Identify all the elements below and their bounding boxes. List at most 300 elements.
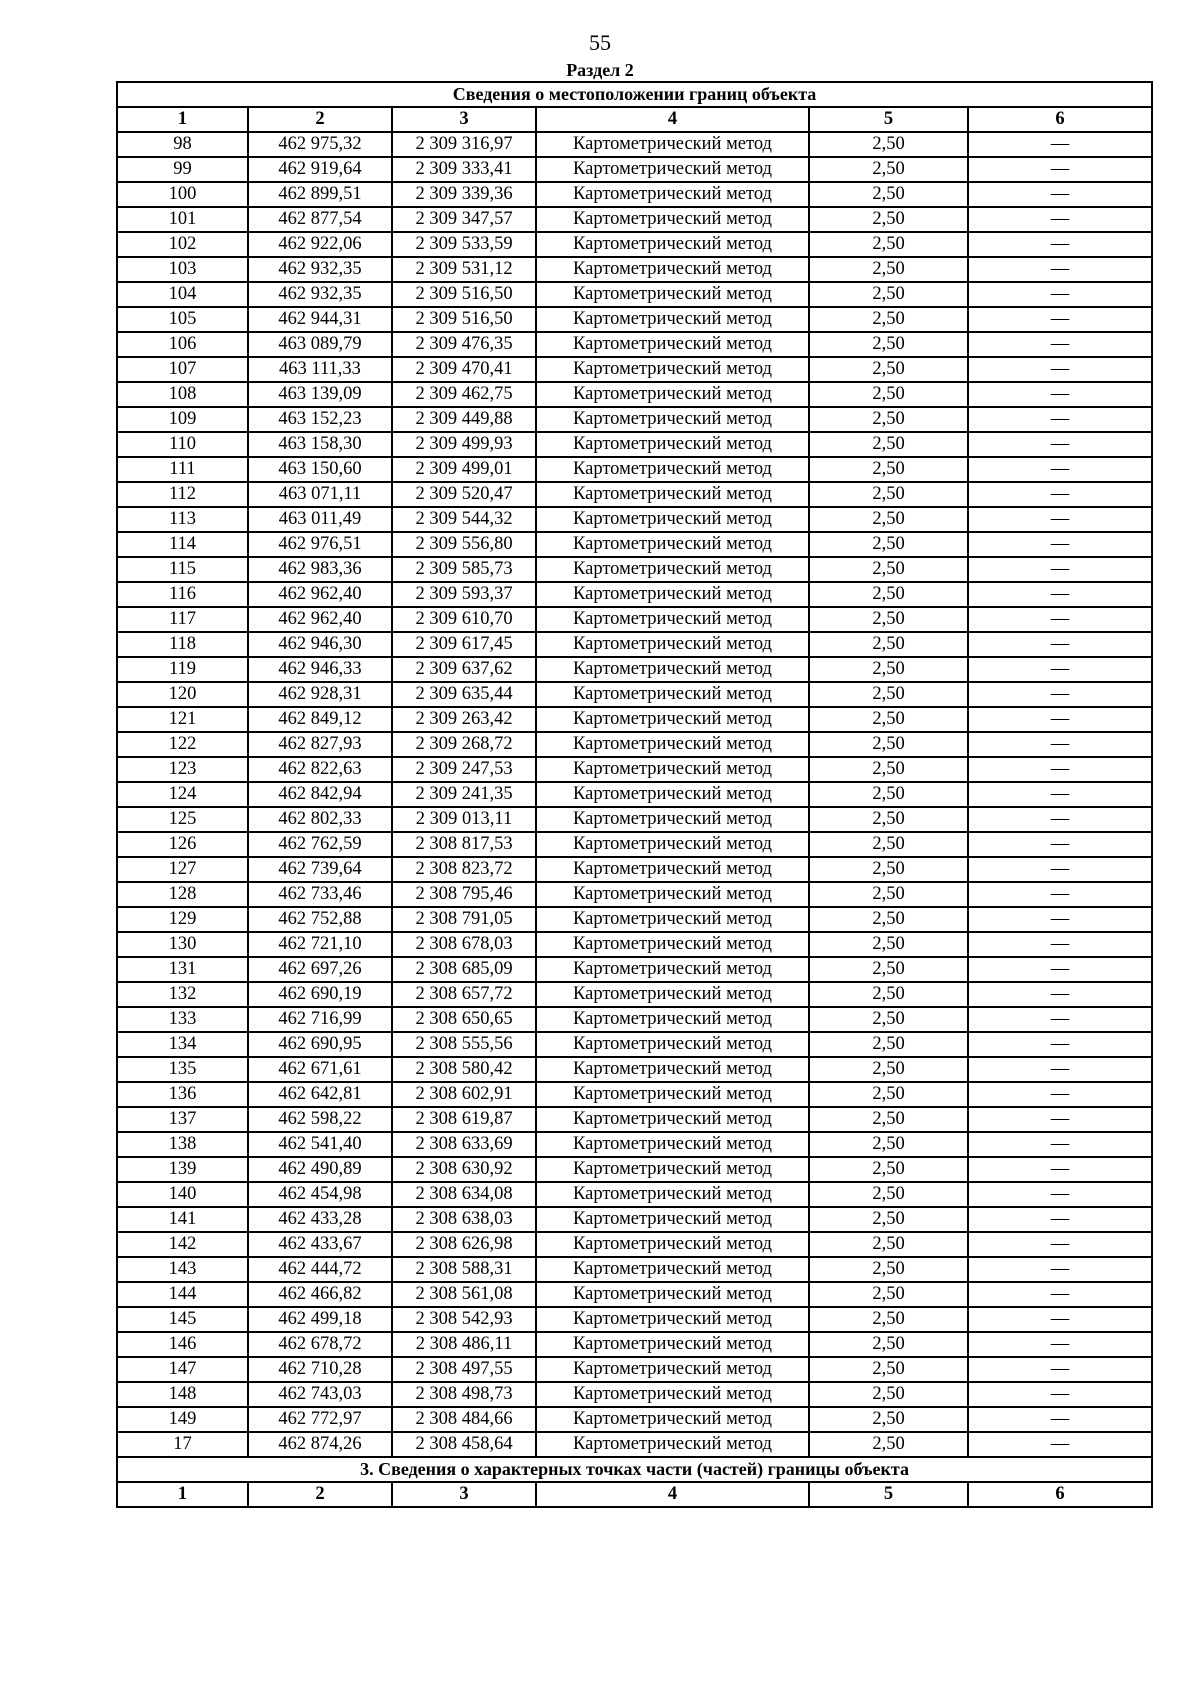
- description-cell: —: [968, 907, 1152, 932]
- method-cell: Картометрический метод: [536, 182, 809, 207]
- x-coordinate-cell: 462 499,18: [248, 1307, 392, 1332]
- method-cell: Картометрический метод: [536, 1032, 809, 1057]
- y-coordinate-cell: 2 309 333,41: [392, 157, 536, 182]
- y-coordinate-cell: 2 309 556,80: [392, 532, 536, 557]
- boundary-coordinates-table: [116, 81, 1153, 1508]
- x-coordinate-cell: 462 733,46: [248, 882, 392, 907]
- y-coordinate-cell: 2 308 619,87: [392, 1107, 536, 1132]
- y-coordinate-cell: 2 309 268,72: [392, 732, 536, 757]
- y-coordinate-cell: 2 308 638,03: [392, 1207, 536, 1232]
- y-coordinate-cell: 2 308 678,03: [392, 932, 536, 957]
- x-coordinate-cell: 463 011,49: [248, 507, 392, 532]
- accuracy-cell: 2,50: [809, 382, 968, 407]
- y-coordinate-cell: 2 308 588,31: [392, 1257, 536, 1282]
- x-coordinate-cell: 462 772,97: [248, 1407, 392, 1432]
- description-cell: —: [968, 932, 1152, 957]
- table-row: [117, 1432, 1152, 1457]
- table-row: [117, 1357, 1152, 1382]
- method-cell: Картометрический метод: [536, 1282, 809, 1307]
- point-number-cell: 132: [117, 982, 248, 1007]
- description-cell: —: [968, 632, 1152, 657]
- x-coordinate-cell: 462 752,88: [248, 907, 392, 932]
- y-coordinate-cell: 2 309 637,62: [392, 657, 536, 682]
- description-cell: —: [968, 682, 1152, 707]
- y-coordinate-cell: 2 308 497,55: [392, 1357, 536, 1382]
- y-coordinate-cell: 2 308 626,98: [392, 1232, 536, 1257]
- table-row: [117, 582, 1152, 607]
- accuracy-cell: 2,50: [809, 1282, 968, 1307]
- accuracy-cell: 2,50: [809, 257, 968, 282]
- y-coordinate-cell: 2 308 542,93: [392, 1307, 536, 1332]
- x-coordinate-cell: 462 598,22: [248, 1107, 392, 1132]
- x-coordinate-cell: 462 490,89: [248, 1157, 392, 1182]
- x-coordinate-cell: 462 962,40: [248, 607, 392, 632]
- accuracy-cell: 2,50: [809, 307, 968, 332]
- description-cell: —: [968, 1107, 1152, 1132]
- x-coordinate-cell: 462 975,32: [248, 132, 392, 157]
- table-row: [117, 557, 1152, 582]
- point-number-cell: 140: [117, 1182, 248, 1207]
- point-number-cell: 115: [117, 557, 248, 582]
- accuracy-cell: 2,50: [809, 607, 968, 632]
- description-cell: —: [968, 1432, 1152, 1457]
- table-row: [117, 332, 1152, 357]
- point-number-cell: 146: [117, 1332, 248, 1357]
- description-cell: —: [968, 282, 1152, 307]
- x-coordinate-cell: 462 962,40: [248, 582, 392, 607]
- method-cell: Картометрический метод: [536, 382, 809, 407]
- description-cell: —: [968, 707, 1152, 732]
- point-number-cell: 129: [117, 907, 248, 932]
- point-number-cell: 108: [117, 382, 248, 407]
- description-cell: —: [968, 307, 1152, 332]
- table-row: [117, 132, 1152, 157]
- method-cell: Картометрический метод: [536, 1057, 809, 1082]
- accuracy-cell: 2,50: [809, 482, 968, 507]
- description-cell: —: [968, 1032, 1152, 1057]
- point-number-cell: 131: [117, 957, 248, 982]
- point-number-cell: 112: [117, 482, 248, 507]
- y-coordinate-cell: 2 309 316,97: [392, 132, 536, 157]
- accuracy-cell: 2,50: [809, 957, 968, 982]
- point-number-cell: 134: [117, 1032, 248, 1057]
- table-row: [117, 157, 1152, 182]
- x-coordinate-cell: 462 697,26: [248, 957, 392, 982]
- point-number-cell: 138: [117, 1132, 248, 1157]
- table-row: [117, 1282, 1152, 1307]
- column-number-cell: 1: [117, 1482, 248, 1507]
- method-cell: Картометрический метод: [536, 1132, 809, 1157]
- point-number-cell: 17: [117, 1432, 248, 1457]
- table-row: [117, 1132, 1152, 1157]
- accuracy-cell: 2,50: [809, 907, 968, 932]
- description-cell: —: [968, 882, 1152, 907]
- x-coordinate-cell: 462 716,99: [248, 1007, 392, 1032]
- description-cell: —: [968, 482, 1152, 507]
- description-cell: —: [968, 857, 1152, 882]
- point-number-cell: 102: [117, 232, 248, 257]
- point-number-cell: 145: [117, 1307, 248, 1332]
- y-coordinate-cell: 2 308 633,69: [392, 1132, 536, 1157]
- table-row: [117, 1157, 1152, 1182]
- x-coordinate-cell: 462 541,40: [248, 1132, 392, 1157]
- point-number-cell: 135: [117, 1057, 248, 1082]
- x-coordinate-cell: 462 932,35: [248, 257, 392, 282]
- table-row: [117, 607, 1152, 632]
- table-row: [117, 182, 1152, 207]
- table-row: [117, 932, 1152, 957]
- description-cell: —: [968, 807, 1152, 832]
- y-coordinate-cell: 2 309 593,37: [392, 582, 536, 607]
- accuracy-cell: 2,50: [809, 157, 968, 182]
- point-number-cell: 127: [117, 857, 248, 882]
- y-coordinate-cell: 2 308 634,08: [392, 1182, 536, 1207]
- accuracy-cell: 2,50: [809, 707, 968, 732]
- y-coordinate-cell: 2 308 498,73: [392, 1382, 536, 1407]
- method-cell: Картометрический метод: [536, 582, 809, 607]
- point-number-cell: 117: [117, 607, 248, 632]
- x-coordinate-cell: 463 071,11: [248, 482, 392, 507]
- y-coordinate-cell: 2 309 533,59: [392, 232, 536, 257]
- accuracy-cell: 2,50: [809, 432, 968, 457]
- x-coordinate-cell: 462 721,10: [248, 932, 392, 957]
- method-cell: Картометрический метод: [536, 932, 809, 957]
- x-coordinate-cell: 463 150,60: [248, 457, 392, 482]
- table-row: [117, 757, 1152, 782]
- table-row: [117, 257, 1152, 282]
- table-row: [117, 282, 1152, 307]
- y-coordinate-cell: 2 309 531,12: [392, 257, 536, 282]
- description-cell: —: [968, 457, 1152, 482]
- method-cell: Картометрический метод: [536, 532, 809, 557]
- method-cell: Картометрический метод: [536, 1232, 809, 1257]
- method-cell: Картометрический метод: [536, 257, 809, 282]
- column-number-cell: 2: [248, 107, 392, 132]
- column-number-cell: 3: [392, 1482, 536, 1507]
- subsection-column-numbers-row: [117, 1482, 1152, 1507]
- description-cell: —: [968, 1307, 1152, 1332]
- column-number-cell: 5: [809, 1482, 968, 1507]
- method-cell: Картометрический метод: [536, 482, 809, 507]
- y-coordinate-cell: 2 308 685,09: [392, 957, 536, 982]
- x-coordinate-cell: 462 466,82: [248, 1282, 392, 1307]
- accuracy-cell: 2,50: [809, 857, 968, 882]
- table-row: [117, 657, 1152, 682]
- table-row: [117, 1332, 1152, 1357]
- description-cell: —: [968, 657, 1152, 682]
- method-cell: Картометрический метод: [536, 1157, 809, 1182]
- point-number-cell: 104: [117, 282, 248, 307]
- table-row: [117, 1057, 1152, 1082]
- accuracy-cell: 2,50: [809, 657, 968, 682]
- accuracy-cell: 2,50: [809, 407, 968, 432]
- x-coordinate-cell: 462 433,67: [248, 1232, 392, 1257]
- method-cell: Картометрический метод: [536, 132, 809, 157]
- column-number-cell: 6: [968, 1482, 1152, 1507]
- table-row: [117, 1307, 1152, 1332]
- point-number-cell: 147: [117, 1357, 248, 1382]
- description-cell: —: [968, 182, 1152, 207]
- x-coordinate-cell: 462 444,72: [248, 1257, 392, 1282]
- description-cell: —: [968, 207, 1152, 232]
- method-cell: Картометрический метод: [536, 282, 809, 307]
- table-row: [117, 682, 1152, 707]
- method-cell: Картометрический метод: [536, 1357, 809, 1382]
- y-coordinate-cell: 2 308 561,08: [392, 1282, 536, 1307]
- accuracy-cell: 2,50: [809, 132, 968, 157]
- point-number-cell: 103: [117, 257, 248, 282]
- y-coordinate-cell: 2 309 585,73: [392, 557, 536, 582]
- description-cell: —: [968, 1157, 1152, 1182]
- point-number-cell: 114: [117, 532, 248, 557]
- x-coordinate-cell: 462 642,81: [248, 1082, 392, 1107]
- accuracy-cell: 2,50: [809, 932, 968, 957]
- subsection-caption-row: [117, 1457, 1152, 1482]
- method-cell: Картометрический метод: [536, 357, 809, 382]
- method-cell: Картометрический метод: [536, 657, 809, 682]
- accuracy-cell: 2,50: [809, 982, 968, 1007]
- x-coordinate-cell: 462 762,59: [248, 832, 392, 857]
- table-row: [117, 1032, 1152, 1057]
- table-row: [117, 1207, 1152, 1232]
- table-row: [117, 232, 1152, 257]
- method-cell: Картометрический метод: [536, 1257, 809, 1282]
- table-row: [117, 1232, 1152, 1257]
- table-caption: Сведения о местоположении границ объекта: [117, 82, 1152, 107]
- accuracy-cell: 2,50: [809, 1432, 968, 1457]
- y-coordinate-cell: 2 309 544,32: [392, 507, 536, 532]
- y-coordinate-cell: 2 308 657,72: [392, 982, 536, 1007]
- method-cell: Картометрический метод: [536, 807, 809, 832]
- point-number-cell: 119: [117, 657, 248, 682]
- table-body: [117, 82, 1152, 1507]
- subsection-caption: 3. Сведения о характерных точках части (частей) границы объекта: [117, 1457, 1152, 1482]
- x-coordinate-cell: 462 827,93: [248, 732, 392, 757]
- accuracy-cell: 2,50: [809, 332, 968, 357]
- point-number-cell: 122: [117, 732, 248, 757]
- column-number-cell: 5: [809, 107, 968, 132]
- accuracy-cell: 2,50: [809, 782, 968, 807]
- description-cell: —: [968, 1257, 1152, 1282]
- point-number-cell: 116: [117, 582, 248, 607]
- y-coordinate-cell: 2 308 486,11: [392, 1332, 536, 1357]
- x-coordinate-cell: 462 454,98: [248, 1182, 392, 1207]
- table-row: [117, 432, 1152, 457]
- point-number-cell: 98: [117, 132, 248, 157]
- y-coordinate-cell: 2 308 602,91: [392, 1082, 536, 1107]
- y-coordinate-cell: 2 309 263,42: [392, 707, 536, 732]
- accuracy-cell: 2,50: [809, 232, 968, 257]
- table-row: [117, 732, 1152, 757]
- column-number-cell: 4: [536, 107, 809, 132]
- y-coordinate-cell: 2 308 580,42: [392, 1057, 536, 1082]
- accuracy-cell: 2,50: [809, 1007, 968, 1032]
- description-cell: —: [968, 357, 1152, 382]
- description-cell: —: [968, 757, 1152, 782]
- point-number-cell: 149: [117, 1407, 248, 1432]
- y-coordinate-cell: 2 309 449,88: [392, 407, 536, 432]
- x-coordinate-cell: 462 874,26: [248, 1432, 392, 1457]
- x-coordinate-cell: 463 158,30: [248, 432, 392, 457]
- column-numbers-row: [117, 107, 1152, 132]
- accuracy-cell: 2,50: [809, 1132, 968, 1157]
- description-cell: —: [968, 1007, 1152, 1032]
- column-number-cell: 4: [536, 1482, 809, 1507]
- x-coordinate-cell: 462 944,31: [248, 307, 392, 332]
- table-row: [117, 1257, 1152, 1282]
- description-cell: —: [968, 832, 1152, 857]
- method-cell: Картометрический метод: [536, 1407, 809, 1432]
- description-cell: —: [968, 1407, 1152, 1432]
- accuracy-cell: 2,50: [809, 357, 968, 382]
- y-coordinate-cell: 2 309 516,50: [392, 282, 536, 307]
- description-cell: —: [968, 982, 1152, 1007]
- accuracy-cell: 2,50: [809, 1307, 968, 1332]
- description-cell: —: [968, 432, 1152, 457]
- method-cell: Картометрический метод: [536, 1107, 809, 1132]
- method-cell: Картометрический метод: [536, 682, 809, 707]
- accuracy-cell: 2,50: [809, 182, 968, 207]
- point-number-cell: 109: [117, 407, 248, 432]
- accuracy-cell: 2,50: [809, 1182, 968, 1207]
- point-number-cell: 130: [117, 932, 248, 957]
- description-cell: —: [968, 957, 1152, 982]
- method-cell: Картометрический метод: [536, 607, 809, 632]
- x-coordinate-cell: 462 946,30: [248, 632, 392, 657]
- description-cell: —: [968, 132, 1152, 157]
- accuracy-cell: 2,50: [809, 1357, 968, 1382]
- point-number-cell: 120: [117, 682, 248, 707]
- table-row: [117, 382, 1152, 407]
- point-number-cell: 126: [117, 832, 248, 857]
- accuracy-cell: 2,50: [809, 282, 968, 307]
- y-coordinate-cell: 2 309 617,45: [392, 632, 536, 657]
- description-cell: —: [968, 582, 1152, 607]
- y-coordinate-cell: 2 309 347,57: [392, 207, 536, 232]
- x-coordinate-cell: 462 802,33: [248, 807, 392, 832]
- accuracy-cell: 2,50: [809, 1382, 968, 1407]
- x-coordinate-cell: 462 690,95: [248, 1032, 392, 1057]
- description-cell: —: [968, 232, 1152, 257]
- description-cell: —: [968, 532, 1152, 557]
- description-cell: —: [968, 607, 1152, 632]
- table-row: [117, 357, 1152, 382]
- method-cell: Картометрический метод: [536, 832, 809, 857]
- point-number-cell: 110: [117, 432, 248, 457]
- y-coordinate-cell: 2 308 630,92: [392, 1157, 536, 1182]
- method-cell: Картометрический метод: [536, 732, 809, 757]
- page-number: 55: [589, 30, 611, 55]
- point-number-cell: 144: [117, 1282, 248, 1307]
- method-cell: Картометрический метод: [536, 1432, 809, 1457]
- method-cell: Картометрический метод: [536, 407, 809, 432]
- y-coordinate-cell: 2 309 013,11: [392, 807, 536, 832]
- point-number-cell: 124: [117, 782, 248, 807]
- method-cell: Картометрический метод: [536, 857, 809, 882]
- column-number-cell: 1: [117, 107, 248, 132]
- x-coordinate-cell: 462 842,94: [248, 782, 392, 807]
- x-coordinate-cell: 462 877,54: [248, 207, 392, 232]
- point-number-cell: 99: [117, 157, 248, 182]
- table-row: [117, 957, 1152, 982]
- point-number-cell: 139: [117, 1157, 248, 1182]
- point-number-cell: 118: [117, 632, 248, 657]
- method-cell: Картометрический метод: [536, 1382, 809, 1407]
- point-number-cell: 141: [117, 1207, 248, 1232]
- x-coordinate-cell: 462 976,51: [248, 532, 392, 557]
- method-cell: Картометрический метод: [536, 882, 809, 907]
- y-coordinate-cell: 2 309 247,53: [392, 757, 536, 782]
- point-number-cell: 101: [117, 207, 248, 232]
- description-cell: —: [968, 507, 1152, 532]
- description-cell: —: [968, 732, 1152, 757]
- description-cell: —: [968, 1207, 1152, 1232]
- description-cell: —: [968, 382, 1152, 407]
- accuracy-cell: 2,50: [809, 807, 968, 832]
- table-row: [117, 207, 1152, 232]
- y-coordinate-cell: 2 309 499,01: [392, 457, 536, 482]
- column-number-cell: 2: [248, 1482, 392, 1507]
- accuracy-cell: 2,50: [809, 757, 968, 782]
- accuracy-cell: 2,50: [809, 1407, 968, 1432]
- method-cell: Картометрический метод: [536, 957, 809, 982]
- method-cell: Картометрический метод: [536, 782, 809, 807]
- y-coordinate-cell: 2 309 520,47: [392, 482, 536, 507]
- point-number-cell: 105: [117, 307, 248, 332]
- accuracy-cell: 2,50: [809, 1332, 968, 1357]
- table-row: [117, 857, 1152, 882]
- description-cell: —: [968, 1332, 1152, 1357]
- description-cell: —: [968, 1382, 1152, 1407]
- method-cell: Картометрический метод: [536, 1207, 809, 1232]
- description-cell: —: [968, 257, 1152, 282]
- table-row: [117, 407, 1152, 432]
- y-coordinate-cell: 2 308 823,72: [392, 857, 536, 882]
- method-cell: Картометрический метод: [536, 1182, 809, 1207]
- table-row: [117, 782, 1152, 807]
- table-row: [117, 1082, 1152, 1107]
- point-number-cell: 100: [117, 182, 248, 207]
- table-row: [117, 807, 1152, 832]
- y-coordinate-cell: 2 308 484,66: [392, 1407, 536, 1432]
- y-coordinate-cell: 2 309 516,50: [392, 307, 536, 332]
- table-row: [117, 1407, 1152, 1432]
- table-row: [117, 907, 1152, 932]
- y-coordinate-cell: 2 309 476,35: [392, 332, 536, 357]
- point-number-cell: 148: [117, 1382, 248, 1407]
- y-coordinate-cell: 2 309 610,70: [392, 607, 536, 632]
- method-cell: Картометрический метод: [536, 907, 809, 932]
- method-cell: Картометрический метод: [536, 1332, 809, 1357]
- point-number-cell: 123: [117, 757, 248, 782]
- accuracy-cell: 2,50: [809, 1107, 968, 1132]
- method-cell: Картометрический метод: [536, 332, 809, 357]
- table-row: [117, 1107, 1152, 1132]
- accuracy-cell: 2,50: [809, 207, 968, 232]
- method-cell: Картометрический метод: [536, 232, 809, 257]
- table-row: [117, 707, 1152, 732]
- y-coordinate-cell: 2 308 458,64: [392, 1432, 536, 1457]
- table-row: [117, 1007, 1152, 1032]
- accuracy-cell: 2,50: [809, 1157, 968, 1182]
- description-cell: —: [968, 557, 1152, 582]
- table-row: [117, 307, 1152, 332]
- accuracy-cell: 2,50: [809, 532, 968, 557]
- accuracy-cell: 2,50: [809, 632, 968, 657]
- accuracy-cell: 2,50: [809, 457, 968, 482]
- y-coordinate-cell: 2 309 499,93: [392, 432, 536, 457]
- point-number-cell: 121: [117, 707, 248, 732]
